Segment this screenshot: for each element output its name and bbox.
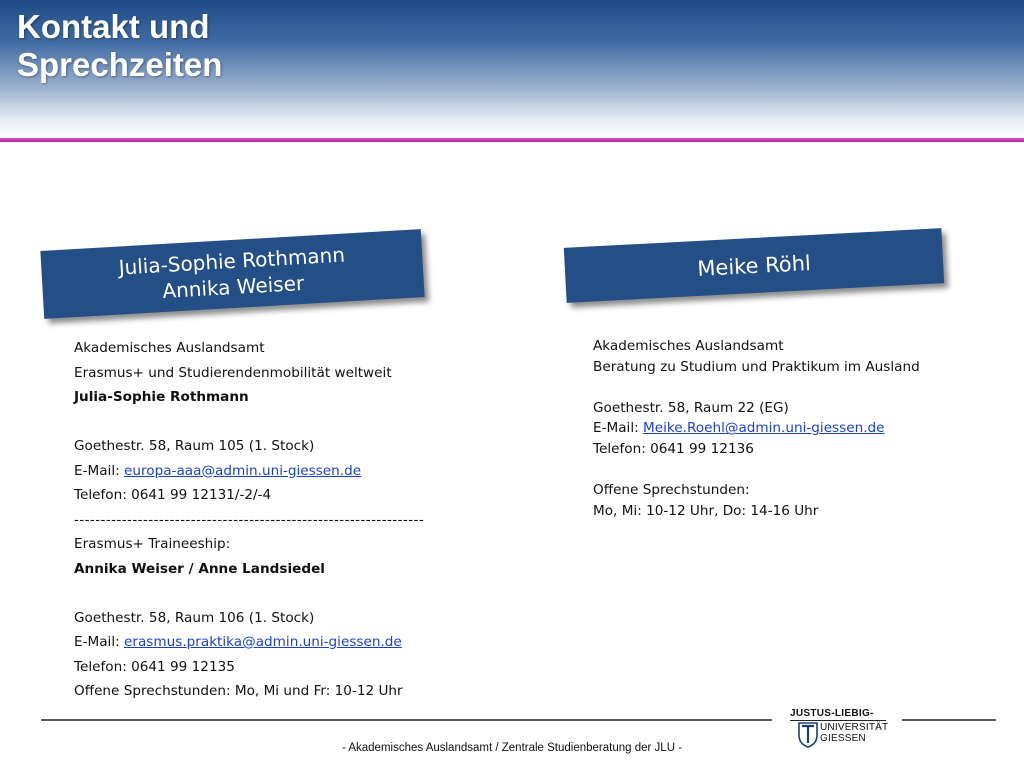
email-label: E-Mail:	[74, 462, 125, 479]
contact-details-left	[74, 336, 514, 704]
email-label: E-Mail:	[74, 634, 125, 650]
header-accent-rule	[0, 138, 1024, 142]
logo-text-line3: GIESSEN	[820, 733, 866, 744]
page-title-line1: Kontakt und	[17, 8, 210, 45]
office-name: Akademisches Auslandsamt	[74, 340, 265, 356]
email-line	[593, 418, 993, 439]
contact-person: Julia-Sophie Rothmann	[74, 389, 249, 405]
phone: Telefon: 0641 99 12136	[593, 440, 754, 457]
office-hours-label: Offene Sprechstunden:	[593, 482, 750, 499]
email-label: E-Mail:	[593, 420, 644, 437]
banner-left-name1: Julia-Sophie Rothmann	[117, 242, 346, 280]
page-title	[17, 8, 517, 84]
footer-divider-right	[902, 719, 996, 721]
banner-right-name: Meike Röhl	[696, 250, 812, 281]
phone: Telefon: 0641 99 12135	[74, 658, 235, 675]
logo-text-line1: JUSTUS-LIEBIG-	[790, 708, 874, 719]
office-hours: Mo, Mi: 10-12 Uhr, Do: 14-16 Uhr	[593, 502, 819, 519]
address: Goethestr. 58, Raum 105 (1. Stock)	[74, 438, 315, 454]
page-title-line2: Sprechzeiten	[17, 46, 223, 83]
spacer	[593, 460, 993, 481]
department-name: Beratung zu Studium und Praktikum im Ausland	[593, 358, 920, 375]
program-title: Erasmus+ Traineeship:	[74, 536, 231, 552]
address: Goethestr. 58, Raum 106 (1. Stock)	[74, 609, 315, 626]
spacer	[593, 377, 993, 398]
contact-persons: Annika Weiser / Anne Landsiedel	[74, 560, 325, 577]
spacer	[74, 410, 514, 435]
office-name: Akademisches Auslandsamt	[593, 338, 784, 354]
email-link[interactable]: Meike.Roehl@admin.uni-giessen.de	[643, 420, 885, 437]
contact-banner-right	[564, 228, 944, 303]
contact-details-right	[593, 336, 993, 521]
footer-divider-left	[41, 719, 772, 721]
logo-text-line2: UNIVERSITÄT	[820, 722, 889, 733]
email-link[interactable]: europa-aaa@admin.uni-giessen.de	[124, 462, 362, 479]
separator-line: ------------------------------------------------------------------	[74, 511, 425, 528]
address: Goethestr. 58, Raum 22 (EG)	[593, 399, 789, 416]
spacer	[74, 581, 514, 606]
contact-banner-left	[40, 229, 424, 319]
email-line	[74, 459, 514, 484]
email-line	[74, 630, 514, 655]
department-name: Erasmus+ und Studierendenmobilität weltweit	[74, 364, 392, 381]
phone: Telefon: 0641 99 12131/-2/-4	[74, 487, 272, 503]
logo-divider	[790, 720, 886, 721]
footer-caption: - Akademisches Auslandsamt / Zentrale Studienberatung der JLU -	[341, 742, 683, 754]
banner-left-name2: Annika Weiser	[161, 270, 305, 304]
office-hours: Offene Sprechstunden: Mo, Mi und Fr: 10-12 Uhr	[74, 683, 403, 699]
email-link[interactable]: erasmus.praktika@admin.uni-giessen.de	[124, 634, 402, 650]
